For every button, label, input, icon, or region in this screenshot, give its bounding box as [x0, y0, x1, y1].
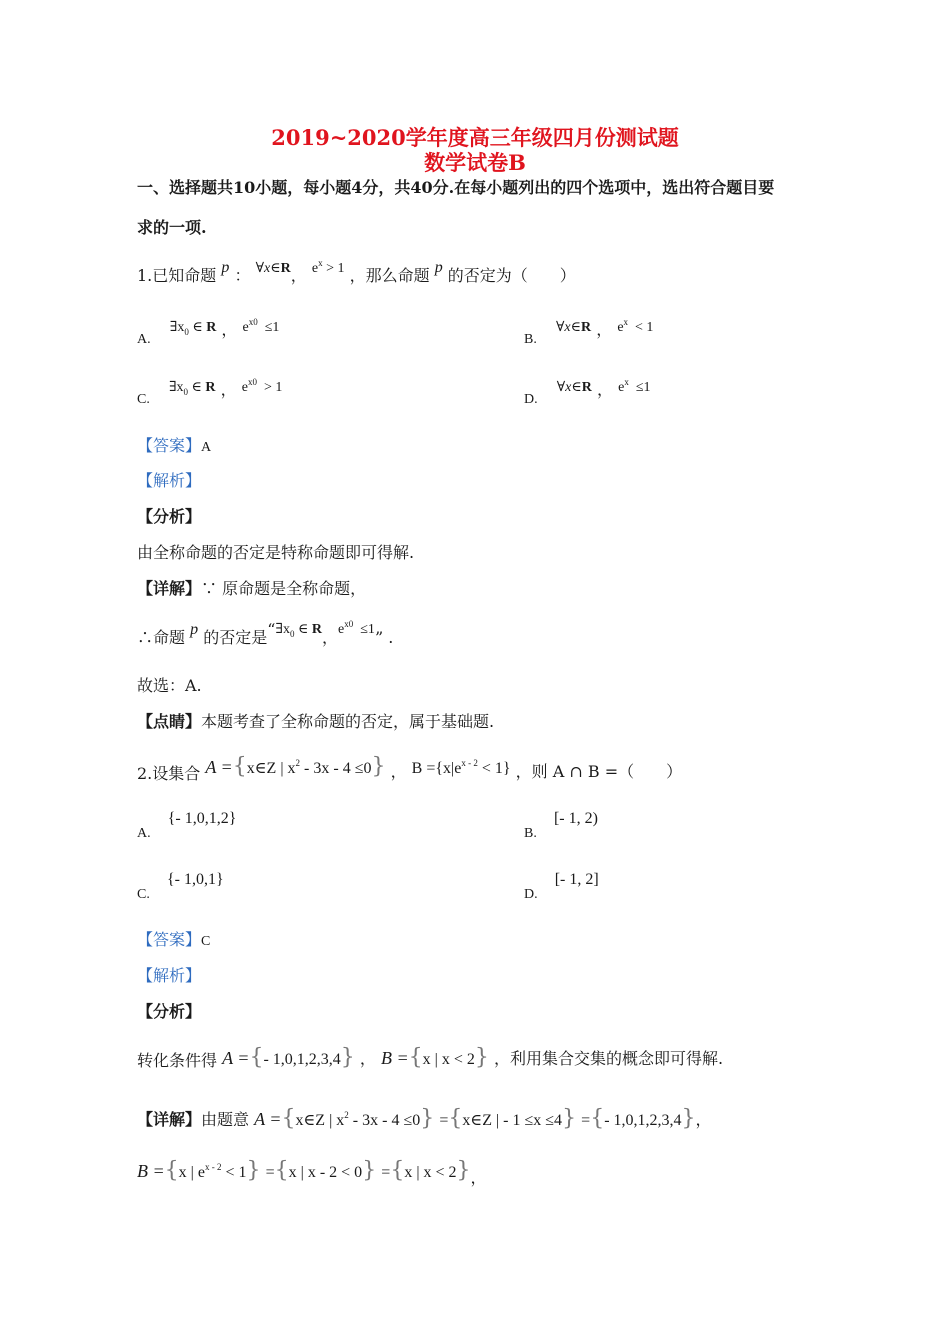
q1-answer: 【答案】A	[137, 436, 212, 455]
q2-fenxi-text: 转化条件得 A ={- 1,0,1,2,3,4} ， B ={x | x < 2} ，利用集合交集的概念即可得解.	[137, 1045, 724, 1070]
q1-detail-line2: ∴命题 p 的否定是“$\exists x_0$ ∈ R，$e^{x0} \le 1$” .	[137, 619, 394, 647]
doc-subtitle: 数学试卷B	[424, 150, 526, 175]
section-heading: 一、选择题共10小题，每小题4分，共40分.在每小题列出的四个选项中，选出符合题目要	[137, 178, 775, 197]
q1-guxuan: 故选：A.	[137, 676, 202, 695]
q2-answer: 【答案】C	[137, 930, 211, 949]
q1-fenxi-tag: 【分析】	[137, 507, 202, 526]
q2-stem: 2.设集合 A ={x∈Z | $x^2 - 3x - 4 \le 0$} ， $B =\{x|e^{x - 2} < 1\}$ ，则 A ∩ B =（ ）	[137, 754, 683, 783]
q2-analysis-tag: 【解析】	[137, 966, 202, 985]
q2-option-b: B. [- 1, 2)	[524, 810, 598, 841]
q1-option-c: C. $\exists x_0$ ∈ R ， $e^{x0} > 1$	[137, 377, 283, 407]
doc-title: 2019~2020学年度高三年级四月份测试题	[271, 125, 679, 150]
q2-detail-line1: 【详解】由题意 A ={x∈Z | $x^2 - 3x - 4 \le 0$} ={x∈Z | - 1 ≤x ≤4} ={- 1,0,1,2,3,4}，	[137, 1106, 712, 1131]
q1-option-d: D. ∀x∈R ， $e^x \le 1$	[524, 377, 651, 407]
q1-option-b: B. ∀x∈R ， $e^x < 1$	[524, 317, 654, 347]
q1-analysis-tag: 【解析】	[137, 471, 202, 490]
q1-comment: 【点睛】本题考查了全称命题的否定，属于基础题.	[137, 712, 495, 731]
q2-option-d: D. [- 1, 2]	[524, 871, 599, 902]
q1-detail-line1: 【详解】∵ 原命题是全称命题，	[137, 579, 367, 598]
q2-option-c: C. {- 1,0,1}	[137, 871, 224, 902]
q1-fenxi-text: 由全称命题的否定是特称命题即可得解.	[137, 543, 415, 562]
q2-fenxi-tag: 【分析】	[137, 1002, 202, 1021]
section-heading-cont: 求的一项.	[137, 218, 207, 237]
q1-stem: 1.已知命题 p ： ∀x∈R， $e^x > 1$ ，那么命题 p 的否定为（ ）	[137, 258, 576, 285]
q1-option-a: A. $\exists x_0$ ∈ R ， $e^{x0} \le 1$	[137, 317, 280, 347]
q2-option-a: A. {- 1,0,1,2}	[137, 810, 237, 841]
q2-detail-line2: B ={x | $e^{x - 2} < 1\} =\{x$ | x - 2 < 0} ={x | x < 2}，	[137, 1158, 487, 1187]
